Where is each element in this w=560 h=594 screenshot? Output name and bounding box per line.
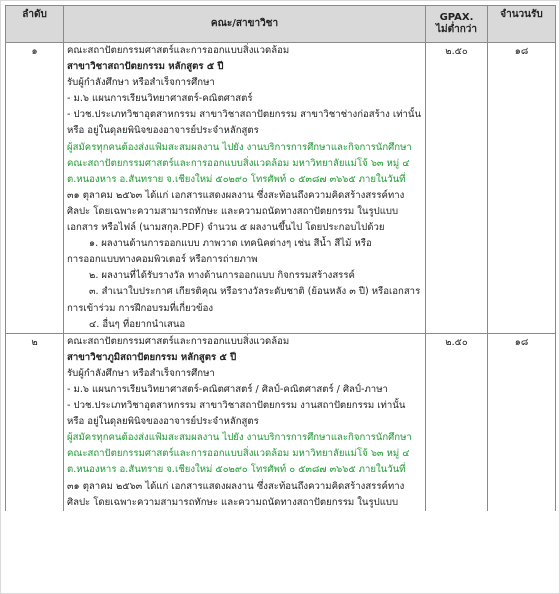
header-row [6, 6, 556, 43]
portfolio-notice-line: ต.หนองหาร อ.สันทราย จ.เชียงใหม่ ๕๐๒๙๐ โทรศัพท์ ๐ ๕๓๘๗ ๓๖๖๕ ภายในวันที่ [67, 464, 406, 476]
portfolio-item-continuation: การเข้าร่วม การฝึกอบรมที่เกี่ยวข้อง [67, 302, 214, 314]
admission-table [5, 5, 556, 511]
portfolio-notice-line: คณะสถาปัตยกรรมศาสตร์และการออกแบบสิ่งแวดล้อม มหาวิทยาลัยแม่โจ้ ๖๓ หมู่ ๔ [67, 448, 410, 460]
faculty-name: คณะสถาปัตยกรรมศาสตร์และการออกแบบสิ่งแวดล้อม [67, 335, 290, 347]
header-seats: จำนวนรับ [488, 6, 556, 43]
program-name: สาขาวิชาสถาปัตยกรรม หลักสูตร ๕ ปี [67, 61, 224, 73]
portfolio-item: ๓. สำเนาใบประกาศ เกียรติคุณ หรือรางวัลระดับชาติ (ย้อนหลัง ๓ ปี) หรือเอกสาร [89, 286, 421, 298]
gpax-value: ๒.๕๐ [426, 333, 488, 511]
portfolio-item: ๔. อื่นๆ ที่อยากนำเสนอ [89, 318, 186, 330]
requirement-line: หรือ อยู่ในดุลยพินิจของอาจารย์ประจำหลักสูตร [67, 125, 259, 137]
requirement-line: - ม.๖ แผนการเรียนวิทยาศาสตร์-คณิตศาสตร์ / ศิลป์-คณิตศาสตร์ / ศิลป์-ภาษา [67, 383, 388, 395]
portfolio-detail-line: เอกสาร หรือไฟล์ (นามสกุล.PDF) จำนวน ๕ ผลงานขึ้นไป โดยประกอบไปด้วย [67, 222, 385, 234]
portfolio-notice-line: ผู้สมัครทุกคนต้องส่งแฟ้มสะสมผลงาน ไปยัง งานบริการการศึกษาและกิจการนักศึกษา [67, 432, 412, 444]
row-number: ๑ [6, 43, 64, 334]
portfolio-item-continuation: การออกแบบทางคอมพิวเตอร์ หรือการถ่ายภาพ [67, 254, 258, 266]
header-order: ลำดับ [6, 6, 64, 43]
portfolio-notice-line: คณะสถาปัตยกรรมศาสตร์และการออกแบบสิ่งแวดล้อม มหาวิทยาลัยแม่โจ้ ๖๓ หมู่ ๔ [67, 157, 410, 169]
portfolio-detail-line: ๓๑ ตุลาคม ๒๕๖๓ ได้แก่ เอกสารแสดงผลงาน ซึ่งสะท้อนถึงความคิดสร้างสรรค์ทาง [67, 189, 405, 201]
portfolio-detail-line: ศิลปะ โดยเฉพาะความสามารถทักษะ และความถนัดทางสถาปัตยกรรม ในรูปแบบ [67, 205, 399, 217]
portfolio-item: ๒. ผลงานที่ได้รับรางวัล ทางด้านการออกแบบ กิจกรรมสร้างสรรค์ [89, 270, 355, 282]
requirement-line: หรือ อยู่ในดุลยพินิจของอาจารย์ประจำหลักสูตร [67, 416, 259, 428]
row-number: ๒ [6, 333, 64, 511]
row-details [64, 333, 426, 511]
requirement-line: - ม.๖ แผนการเรียนวิทยาศาสตร์-คณิตศาสตร์ [67, 93, 253, 105]
header-gpax-line1: GPAX. [439, 12, 474, 23]
row-details [64, 43, 426, 334]
table-row [6, 43, 556, 334]
header-gpax-line2: ไม่ต่ำกว่า [435, 24, 477, 35]
header-gpax [426, 6, 488, 43]
requirement-line: - ปวช.ประเภทวิชาอุตสาหกรรม สาขาวิชาสถาปัตยกรรม งานสถาปัตยกรรม เท่านั้น [67, 400, 406, 412]
portfolio-notice-line: ผู้สมัครทุกคนต้องส่งแฟ้มสะสมผลงาน ไปยัง งานบริการการศึกษาและกิจการนักศึกษา [67, 141, 412, 153]
portfolio-detail-line: ๓๑ ตุลาคม ๒๕๖๓ ได้แก่ เอกสารแสดงผลงาน ซึ่งสะท้อนถึงความคิดสร้างสรรค์ทาง [67, 480, 405, 492]
portfolio-notice-line: ต.หนองหาร อ.สันทราย จ.เชียงใหม่ ๕๐๒๙๐ โทรศัพท์ ๐ ๕๓๘๗ ๓๖๖๕ ภายในวันที่ [67, 173, 406, 185]
seats-value: ๑๘ [488, 333, 556, 511]
portfolio-item: ๑. ผลงานด้านการออกแบบ ภาพวาด เทคนิคต่างๆ เช่น สีน้ำ สีไม้ หรือ [89, 238, 372, 250]
program-name: สาขาวิชาภูมิสถาปัตยกรรม หลักสูตร ๕ ปี [67, 351, 237, 363]
portfolio-detail-line: ศิลปะ โดยเฉพาะความสามารถทักษะ และความถนัดทางสถาปัตยกรรม ในรูปแบบ [67, 496, 399, 508]
header-faculty-program: คณะ/สาขาวิชา [64, 6, 426, 43]
seats-value: ๑๘ [488, 43, 556, 334]
gpax-value: ๒.๕๐ [426, 43, 488, 334]
requirement-line: - ปวช.ประเภทวิชาอุตสาหกรรม สาขาวิชาสถาปัตยกรรม สาขาวิชาช่างก่อสร้าง เท่านั้น [67, 109, 422, 121]
requirement-line: รับผู้กำลังศึกษา หรือสำเร็จการศึกษา [67, 77, 215, 89]
requirement-line: รับผู้กำลังศึกษา หรือสำเร็จการศึกษา [67, 367, 215, 379]
faculty-name: คณะสถาปัตยกรรมศาสตร์และการออกแบบสิ่งแวดล้อม [67, 45, 290, 56]
table-row [6, 333, 556, 511]
